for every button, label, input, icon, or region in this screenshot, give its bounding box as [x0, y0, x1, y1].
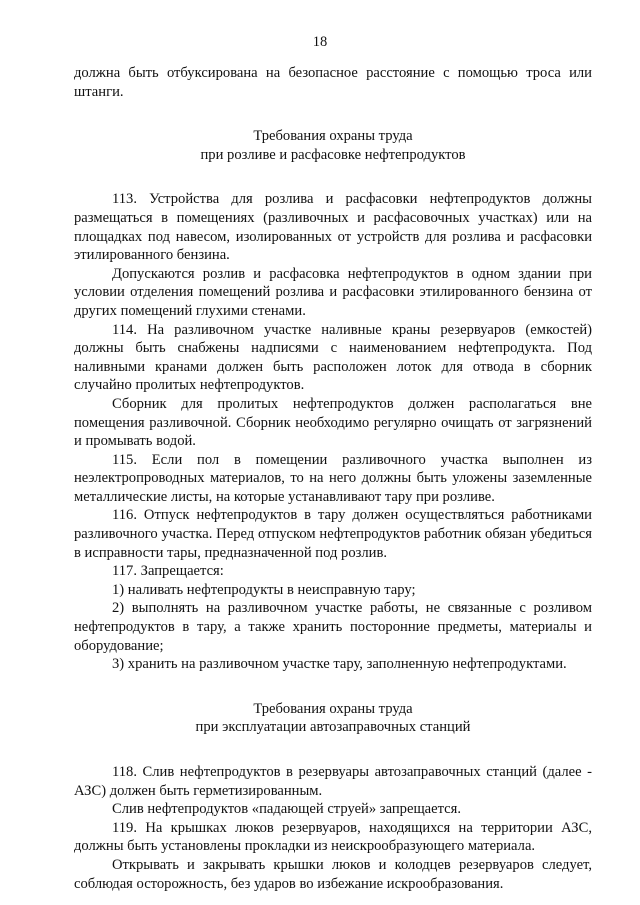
section-heading-line: Требования охраны труда	[253, 700, 413, 717]
section-heading-line: Требования охраны труда	[253, 128, 413, 145]
paragraph-113-continued: Допускаются розлив и расфасовка нефтепродуктов в одном здании при условии отделения помещений розлива и расфасовки этилированного бензина от других помещений глухими стенами.	[74, 265, 592, 319]
paragraph-119: 119. На крышках люков резервуаров, находящихся на территории АЗС, должны быть установлены прокладки из неискрообразующего материала.	[74, 819, 592, 855]
paragraph-115: 115. Если пол в помещении разливочного участка выполнен из неэлектропроводных материалов, то на него должны быть уложены заземленные металлические листы, на которые устанавливают тару при розливе.	[74, 451, 592, 505]
list-item-117-1: 1) наливать нефтепродукты в неисправную тару;	[112, 581, 416, 598]
paragraph-continuation: должна быть отбуксирована на безопасное расстояние с помощью троса или штанги.	[74, 65, 592, 100]
paragraph-114-continued: Сборник для пролитых нефтепродуктов должен располагаться вне помещения разливочной. Сборник необходимо регулярно очищать от загрязнений и промывать водой.	[74, 395, 592, 450]
paragraph-116: 116. Отпуск нефтепродуктов в тару должен осуществляться работниками разливочного участка. Перед отпуском нефтепродуктов работник обязан убедиться в исправности тары, предназначенной под розлив.	[74, 507, 592, 561]
paragraph-118: 118. Слив нефтепродуктов в резервуары автозаправочных станций (далее - АЗС) должен быть герметизированным.	[74, 764, 592, 799]
page-number: 18	[312, 34, 328, 50]
list-item-117-3: 3) хранить на разливочном участке тару, заполненную нефтепродуктами.	[112, 656, 567, 673]
document-body	[74, 64, 592, 893]
paragraph-114: 114. На разливочном участке наливные краны резервуаров (емкостей) должны быть снабжены надписями с наименованием нефтепродукта. Под наливными кранами должен быть расположен лоток для отвода в сборник случайно пролитых нефтепродуктов.	[74, 321, 592, 394]
list-item-117-2: 2) выполнять на разливочном участке работы, не связанные с розливом нефтепродуктов в тару, а также хранить посторонние предметы, материалы и оборудование;	[74, 600, 592, 654]
paragraph-118-continued: Слив нефтепродуктов «падающей струей» запрещается.	[112, 801, 462, 818]
section-heading-line: при эксплуатации автозаправочных станций	[195, 719, 471, 736]
section-heading-line: при розливе и расфасовке нефтепродуктов	[200, 146, 466, 163]
paragraph-119-continued: Открывать и закрывать крышки люков и колодцев резервуаров следует, соблюдая осторожность, без ударов во избежание искрообразования.	[74, 856, 592, 892]
section-heading-bottling	[74, 127, 592, 164]
section-heading-gas-stations	[74, 700, 592, 737]
paragraph-113: 113. Устройства для розлива и расфасовки нефтепродуктов должны размещаться в помещениях (разливочных и расфасовочных участках) или на площадках под навесом, изолированных от устройств для розлива и расфасовки этилированного бензина.	[74, 191, 592, 264]
paragraph-117: 117. Запрещается:	[112, 563, 224, 580]
